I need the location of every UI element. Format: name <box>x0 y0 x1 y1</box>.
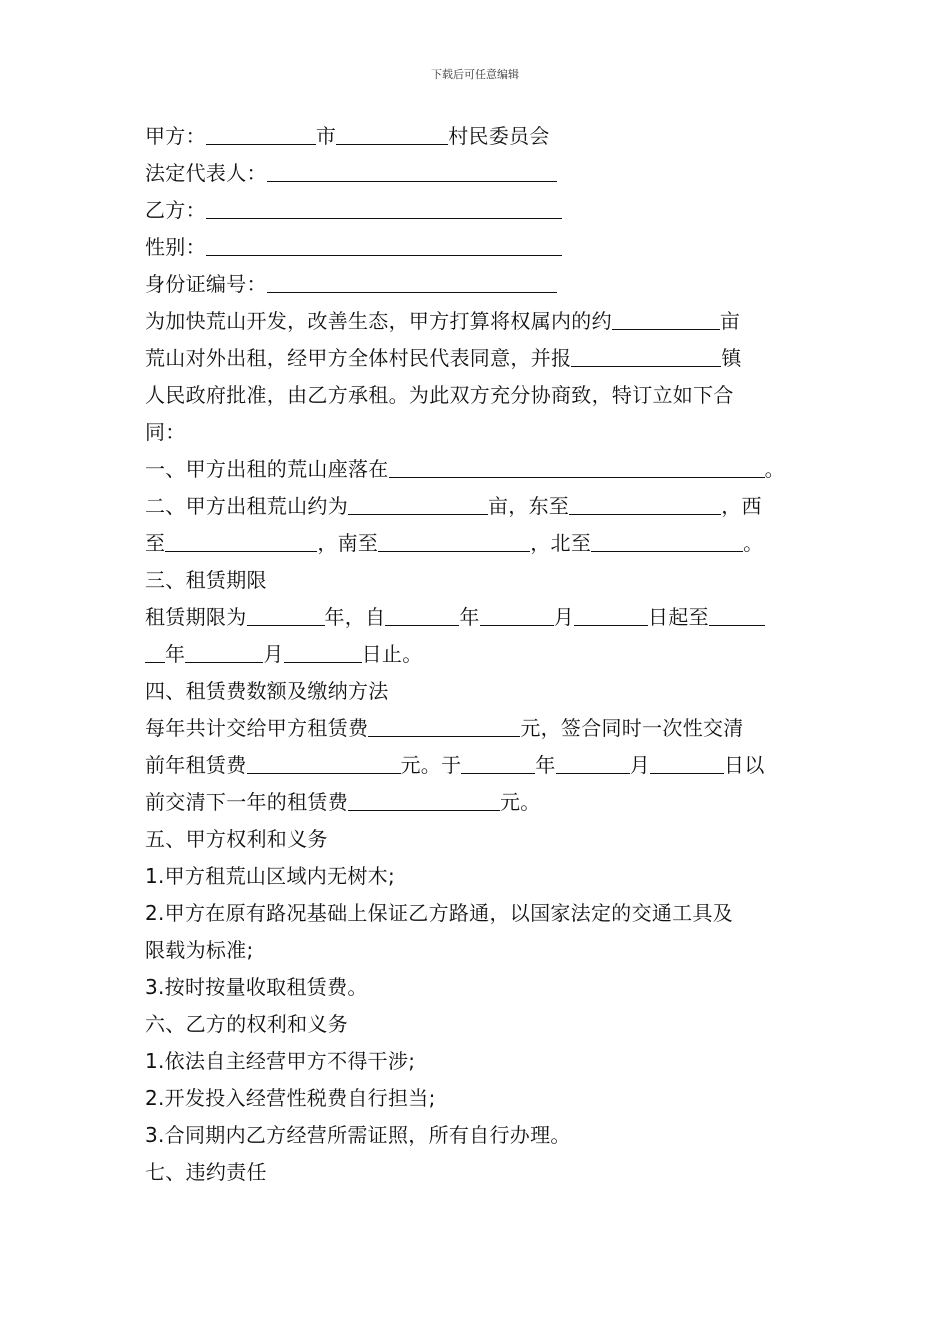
section-1: 一、甲方出租的荒山座落在 。 <box>145 457 785 481</box>
section-3-line-1: 租赁期限为 年，自 年 月 日起至 <box>145 599 807 636</box>
lease-area-blank[interactable] <box>348 494 488 515</box>
section-6-item-1: 1.依法自主经营甲方不得干涉; <box>145 1049 416 1073</box>
village-blank[interactable] <box>336 124 448 145</box>
end-year-blank-a[interactable] <box>709 605 765 626</box>
legal-rep-line: 法定代表人： <box>145 155 807 192</box>
legal-rep-blank[interactable] <box>267 161 557 182</box>
section-5-title: 五、甲方权利和义务 <box>145 827 328 851</box>
gender-blank[interactable] <box>206 235 562 256</box>
end-day-blank[interactable] <box>284 642 362 663</box>
id-blank[interactable] <box>267 272 557 293</box>
town-blank[interactable] <box>571 346 721 367</box>
party-b-blank[interactable] <box>206 198 562 219</box>
section-6-item-2: 2.开发投入经营性税费自行担当; <box>145 1086 436 1110</box>
area-blank[interactable] <box>612 309 720 330</box>
end-month-blank[interactable] <box>185 642 263 663</box>
section-6-title: 六、乙方的权利和义务 <box>145 1012 348 1036</box>
intro-line-1: 为加快荒山开发，改善生态，甲方打算将权属内的约 亩 <box>145 309 741 333</box>
north-blank[interactable] <box>591 531 743 552</box>
section-3-title: 三、租赁期限 <box>145 568 267 592</box>
section-4-line-3: 前交清下一年的租赁费 元。 <box>145 790 541 814</box>
id-line: 身份证编号： <box>145 266 807 303</box>
term-years-blank[interactable] <box>247 605 325 626</box>
section-5-item-1: 1.甲方租荒山区域内无树木; <box>145 864 396 888</box>
next-fee-blank[interactable] <box>348 790 500 811</box>
section-5-item-2a: 2.甲方在原有路况基础上保证乙方路通，以国家法定的交通工具及 <box>145 901 734 925</box>
city-blank[interactable] <box>206 124 316 145</box>
section-4-line-1: 每年共计交给甲方租赁费 元，签合同时一次性交清 <box>145 716 744 740</box>
intro-line-3: 人民政府批准，由乙方承租。为此双方充分协商致，特订立如下合 <box>145 383 734 407</box>
party-a-line: 甲方： 市 村民委员会 <box>145 124 550 148</box>
section-2-line-1: 二、甲方出租荒山约为 亩，东至 ，西 <box>145 494 762 518</box>
section-5-item-3: 3.按时按量收取租赁费。 <box>145 975 368 999</box>
gender-line: 性别： <box>145 229 807 266</box>
section-4-title: 四、租赁费数额及缴纳方法 <box>145 679 389 703</box>
page-header: 下载后可任意编辑 <box>431 68 519 81</box>
party-b-line: 乙方： <box>145 192 807 229</box>
prior-fee-blank[interactable] <box>247 753 401 774</box>
start-year-blank[interactable] <box>385 605 459 626</box>
pay-year-blank[interactable] <box>461 753 535 774</box>
east-blank[interactable] <box>569 494 721 515</box>
contract-body <box>145 118 807 1191</box>
section-2-line-2: 至 ，南至 ，北至 。 <box>145 531 764 555</box>
section-6-item-3: 3.合同期内乙方经营所需证照，所有自行办理。 <box>145 1123 571 1147</box>
section-5-item-2b: 限载为标准; <box>145 938 254 962</box>
start-month-blank[interactable] <box>480 605 554 626</box>
start-day-blank[interactable] <box>574 605 648 626</box>
south-blank[interactable] <box>378 531 530 552</box>
intro-line-4: 同： <box>145 420 186 444</box>
intro-line-2: 荒山对外出租，经甲方全体村民代表同意，并报 镇 <box>145 346 742 370</box>
section-4-line-2: 前年租赁费 元。于 年 月 日以 <box>145 753 765 777</box>
pay-month-blank[interactable] <box>556 753 630 774</box>
section-7-title: 七、违约责任 <box>145 1160 267 1184</box>
annual-fee-blank[interactable] <box>368 716 520 737</box>
end-year-blank-b[interactable] <box>145 642 165 663</box>
location-blank[interactable] <box>389 457 765 478</box>
west-blank[interactable] <box>165 531 317 552</box>
section-3-line-2: 年 月 日止。 <box>145 636 807 673</box>
pay-day-blank[interactable] <box>650 753 724 774</box>
